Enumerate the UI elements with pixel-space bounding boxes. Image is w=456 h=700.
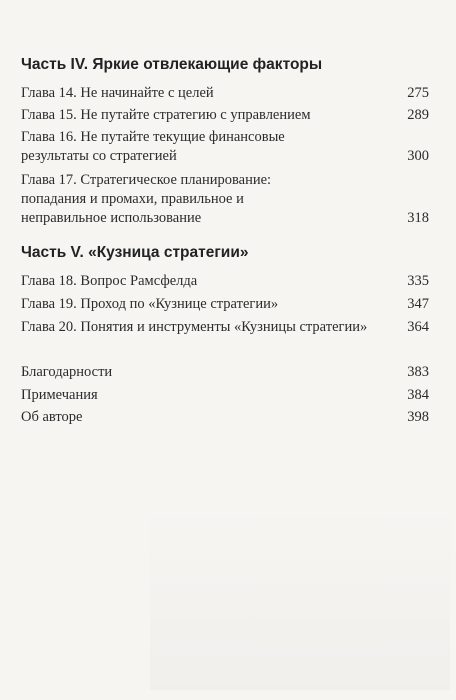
toc-entry [21,171,429,228]
toc-entry [21,363,429,382]
bleed-through-shading [150,500,450,690]
toc-entry [21,386,429,405]
backmatter-title: Примечания [21,387,98,403]
page-number: 335 [407,273,429,289]
part-5-heading: Часть V. «Кузница стратегии» [21,244,249,261]
toc-entry [21,272,429,291]
page-number: 289 [407,107,429,123]
chapter-title: Глава 19. Проход по «Кузнице стратегии» [21,296,279,312]
toc-entry [21,408,429,427]
page-number: 398 [407,409,429,425]
chapter-title: Глава 17. Стратегическое планирование: попадания и промахи, правильное и неправильное использование [21,172,272,226]
page-number: 383 [407,364,429,380]
page-number: 300 [407,148,429,164]
chapter-title: Глава 15. Не путайте стратегию с управлением [21,107,311,123]
chapter-title: Глава 16. Не путайте текущие финансовые результаты со стратегией [21,129,285,164]
page-number: 275 [407,85,429,101]
backmatter-title: Благодарности [21,364,113,380]
toc-entry [21,318,429,337]
toc-entry [21,106,429,125]
page-number: 318 [407,210,429,226]
toc-entry [21,128,429,166]
page-number: 347 [407,296,429,312]
backmatter-title: Об авторе [21,409,83,425]
chapter-title: Глава 18. Вопрос Рамсфелда [21,273,198,289]
page-number: 384 [407,387,429,403]
chapter-title: Глава 14. Не начинайте с целей [21,85,214,101]
chapter-title: Глава 20. Понятия и инструменты «Кузницы стратегии» [21,319,368,335]
page-number: 364 [407,319,429,335]
toc-entry [21,84,429,103]
part-4-heading: Часть IV. Яркие отвлекающие факторы [21,56,323,73]
toc-entry [21,295,429,314]
